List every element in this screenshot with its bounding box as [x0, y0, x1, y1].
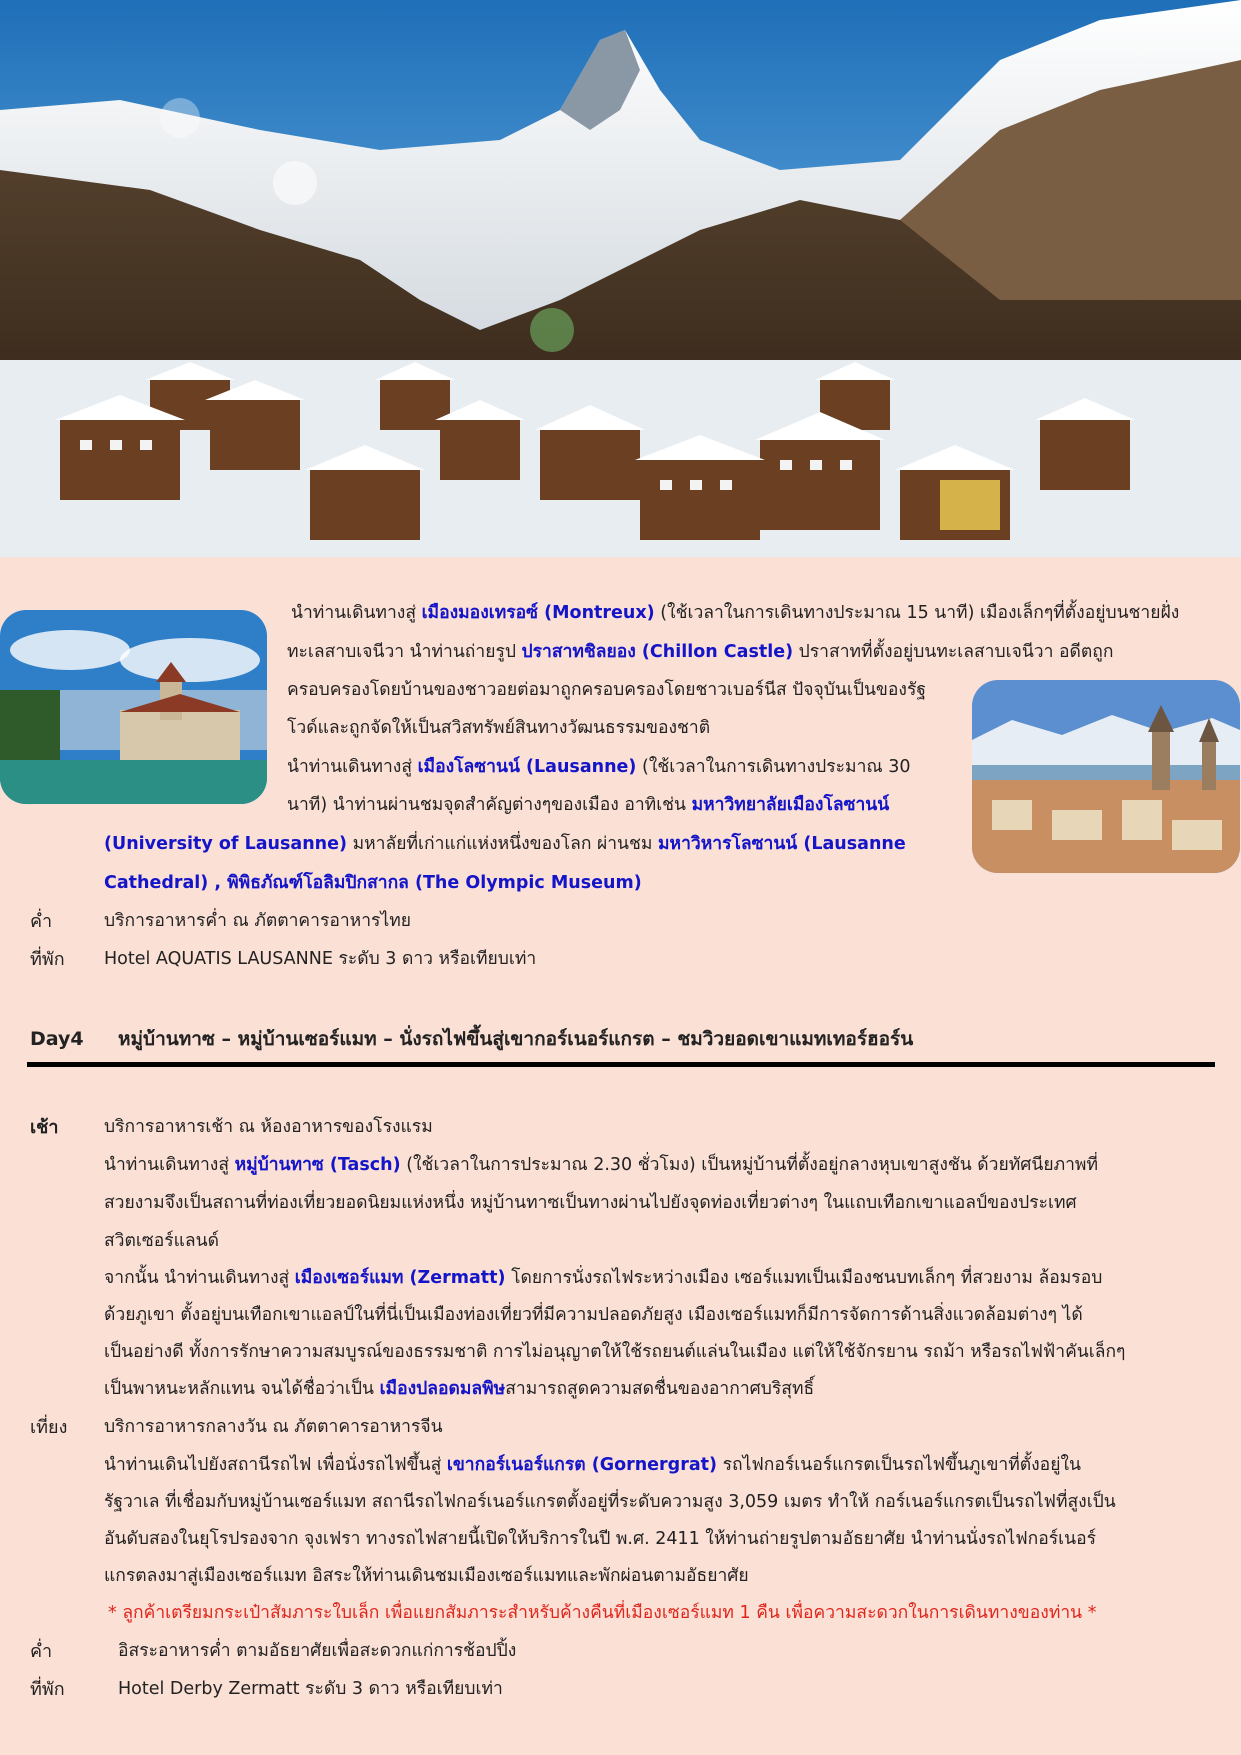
p1-line-3: สวิตเซอร์แลนด์ [104, 1231, 219, 1251]
chillon-link: ปราสาทชิลยอง (Chillon Castle) [521, 642, 794, 662]
p3-line-3: อันดับสองในยุโรปรองจาก จุงเฟรา ทางรถไฟสายนี้เปิดให้บริการในปี พ.ศ. 2411 ให้ท่านถ่ายรูปตามอัธยาศัย นำท่านนั่งรถไฟกอร์เนอร์ [104, 1529, 1096, 1549]
intro-line-1: นำท่านเดินทางสู่ เมืองมองเทรอซ์ (Montreux) (ใช้เวลาในการเดินทางประมาณ 15 นาที) เมืองเล็กๆที่ตั้งอยู่บนชายฝั่ง [291, 603, 1180, 623]
p1-line-2: สวยงามจึงเป็นสถานที่ท่องเที่ยวยอดนิยมแห่งหนึ่ง หมู่บ้านทาซเป็นทางผ่านไปยังจุดท่องเที่ยวต่างๆ ในแถบเทือกเขาแอลป์ของประเทศ [104, 1193, 1077, 1213]
lausanne-link: เมืองโลซานน์ (Lausanne) [417, 757, 637, 777]
lausanne-city-photo [972, 680, 1240, 873]
tasch-link: หมู่บ้านทาซ (Tasch) [234, 1155, 401, 1175]
pollution-free-link: เมืองปลอดมลพิษ [379, 1379, 506, 1399]
breakfast-label: เช้า [30, 1117, 59, 1138]
header-divider [27, 1062, 1215, 1067]
day4-dinner-label: ค่ำ [30, 1641, 53, 1662]
p3-line-4: แกรตลงมาสู่เมืองเซอร์แมท อิสระให้ท่านเดินชมเมืองเซอร์แมทและพักผ่อนตามอัธยาศัย [104, 1566, 749, 1586]
hero-photo [0, 0, 1241, 557]
p2-line-3: เป็นอย่างดี ทั้งการรักษาความสมบูรณ์ของธรรมชาติ การไม่อนุญาตให้ใช้รถยนต์แล่นในเมือง แต่ให้ใช้จักรยาน รถม้า หรือรถไฟฟ้าคันเล็กๆ [104, 1342, 1126, 1362]
dinner-text: บริการอาหารค่ำ ณ ภัตตาคารอาหารไทย [104, 911, 412, 931]
gornergrat-link: เขากอร์เนอร์แกรต (Gornergrat) [446, 1455, 718, 1475]
chillon-castle-photo [0, 610, 267, 804]
day-title: หมู่บ้านทาซ – หมู่บ้านเซอร์แมท – นั่งรถไฟขึ้นสู่เขากอร์เนอร์แกรต – ชมวิวยอดเขาแมทเทอร์ฮอร์น [118, 1028, 914, 1050]
lunch-label: เที่ยง [30, 1417, 68, 1438]
intro-line-4: โวด์และถูกจัดให้เป็นสวิสทรัพย์สินทางวัฒนธรรมของชาติ [287, 718, 711, 738]
lunch-text: บริการอาหารกลางวัน ณ ภัตตาคารอาหารจีน [104, 1417, 443, 1437]
p2-line-2: ด้วยภูเขา ตั้งอยู่บนเทือกเขาแอลป์ในที่นี่เป็นเมืองท่องเที่ยวที่มีความปลอดภัยสูง เมืองเซอร์แมทก็มีการจัดการด้านสิ่งแวดล้อมต่างๆ ได้ [104, 1305, 1083, 1325]
breakfast-text: บริการอาหารเช้า ณ ห้องอาหารของโรงแรม [104, 1117, 433, 1137]
day4-dinner-text: อิสระอาหารค่ำ ตามอัธยาศัยเพื่อสะดวกแก่การช้อปปิ้ง [118, 1641, 517, 1661]
zermatt-link: เมืองเซอร์แมท (Zermatt) [294, 1268, 506, 1288]
hotel-text: Hotel AQUATIS LAUSANNE ระดับ 3 ดาว หรือเทียบเท่า [104, 949, 537, 969]
luggage-note: * ลูกค้าเตรียมกระเป๋าสัมภาระใบเล็ก เพื่อแยกสัมภาระสำหรับค้างคืนที่เมืองเซอร์แมท 1 คืน เพื่อความสะดวกในการเดินทางของท่าน * [108, 1603, 1097, 1623]
intro-line-6: นาที) นำท่านผ่านชมจุดสำคัญต่างๆของเมือง อาทิเช่น มหาวิทยาลัยเมืองโลซานน์ [287, 795, 890, 815]
dinner-label: ค่ำ [30, 911, 53, 932]
intro-line-5: นำท่านเดินทางสู่ เมืองโลซานน์ (Lausanne) (ใช้เวลาในการเดินทางประมาณ 30 [287, 757, 911, 777]
intro-line-2: ทะเลสาบเจนีวา นำท่านถ่ายรูป ปราสาทชิลยอง (Chillon Castle) ปราสาทที่ตั้งอยู่บนทะเลสาบเจนีวา อดีตถูก [287, 642, 1114, 662]
cathedral-link: มหาวิหารโลซานน์ (Lausanne [658, 834, 906, 854]
p2-line-1: จากนั้น นำท่านเดินทางสู่ เมืองเซอร์แมท (Zermatt) โดยการนั่งรถไฟระหว่างเมือง เซอร์แมทเป็นเมืองชนบทเล็กๆ ที่สวยงาม ล้อมรอบ [104, 1268, 1103, 1288]
p3-line-1: นำท่านเดินไปยังสถานีรถไฟ เพื่อนั่งรถไฟขึ้นสู่ เขากอร์เนอร์แกรต (Gornergrat) รถไฟกอร์เนอร์แกรตเป็นรถไฟขึ้นภูเขาที่ตั้งอยู่ใน [104, 1455, 1081, 1475]
matterhorn-village-photo [0, 0, 1241, 557]
p2-line-4: เป็นพาหนะหลักแทน จนได้ชื่อว่าเป็น เมืองปลอดมลพิษสามารถสูดความสดชื่นของอากาศบริสุทธิ์ [104, 1379, 815, 1399]
intro-line-3: ครอบครองโดยบ้านของชาวอยต่อมาถูกครอบครองโดยชาวเบอร์นีส ปัจจุบันเป็นของรัฐ [287, 680, 926, 700]
day-number: Day4 [30, 1028, 84, 1050]
day4-hotel-label: ที่พัก [30, 1679, 65, 1700]
intro-line-7: (University of Lausanne) มหาลัยที่เก่าแก่แห่งหนึ่งของโลก ผ่านชม มหาวิหารโลซานน์ (Lausanne [104, 834, 906, 854]
p3-line-2: รัฐวาเล ที่เชื่อมกับหมู่บ้านเซอร์แมท สถานีรถไฟกอร์เนอร์แกรตตั้งอยู่ที่ระดับความสูง 3,059 เมตร ทำให้ กอร์เนอร์แกรตเป็นรถไฟที่สูงเป็น [104, 1492, 1116, 1512]
hotel-label: ที่พัก [30, 949, 65, 970]
university-link: มหาวิทยาลัยเมืองโลซานน์ [691, 795, 890, 815]
p1-line-1: นำท่านเดินทางสู่ หมู่บ้านทาซ (Tasch) (ใช้เวลาในการประมาณ 2.30 ชั่วโมง) เป็นหมู่บ้านที่ตั้งอยู่กลางหุบเขาสูงชัน ด้วยทัศนียภาพที่ [104, 1155, 1099, 1175]
day4-header [30, 1024, 913, 1054]
montreux-link: เมืองมองเทรอซ์ (Montreux) [421, 603, 655, 623]
intro-line-8: Cathedral) , พิพิธภัณฑ์โอลิมปิกสากล (The Olympic Museum) [104, 873, 642, 893]
day4-hotel-text: Hotel Derby Zermatt ระดับ 3 ดาว หรือเทียบเท่า [118, 1679, 503, 1699]
